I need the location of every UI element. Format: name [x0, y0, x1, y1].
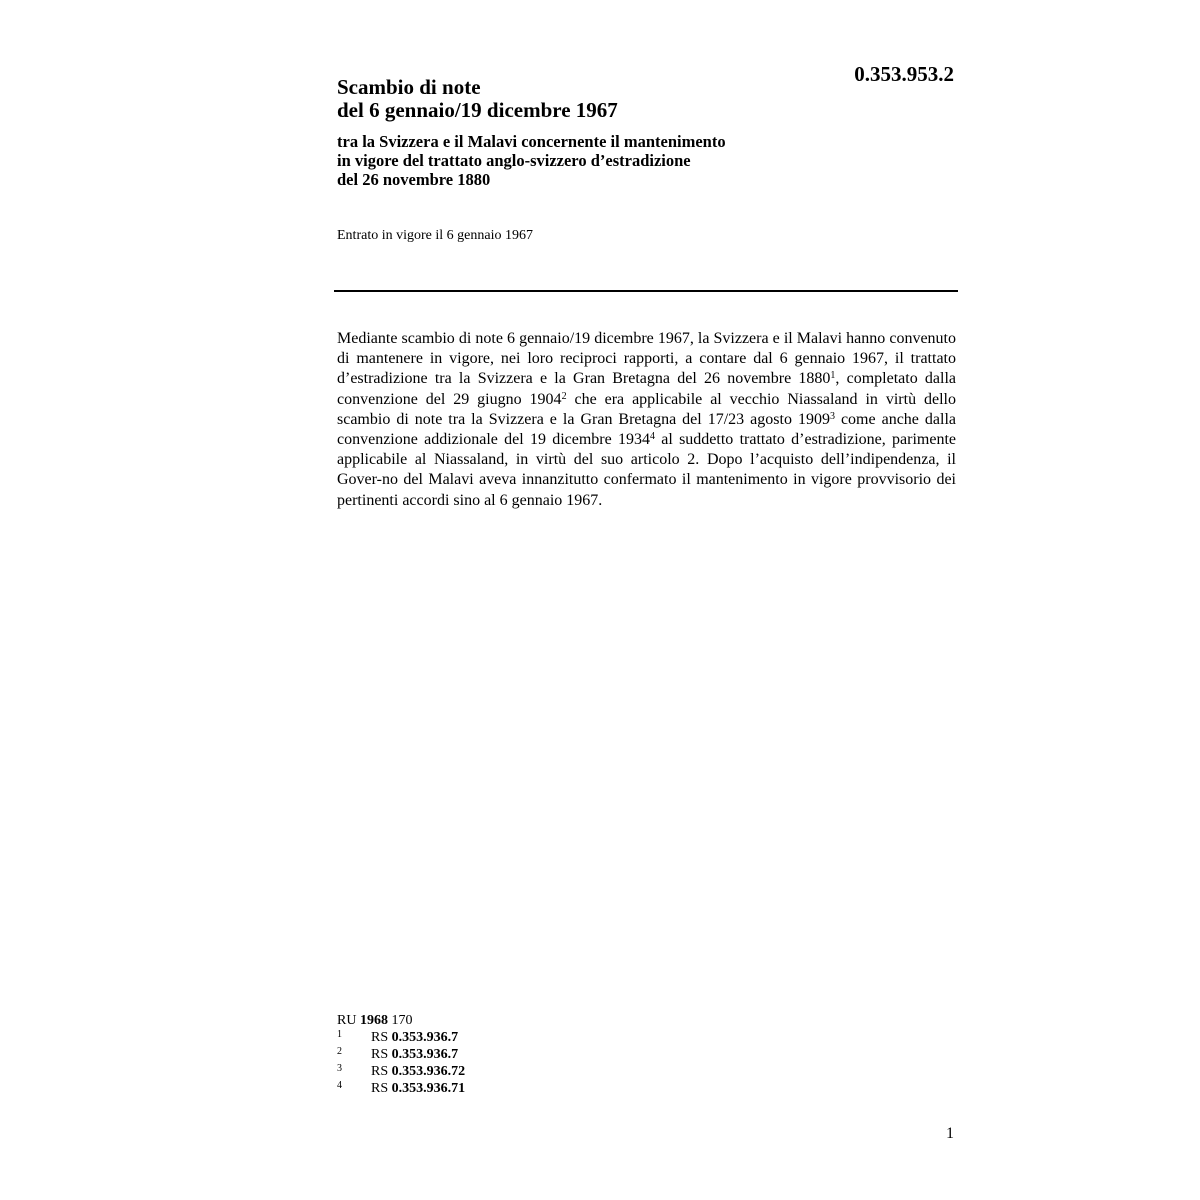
footnote-prefix: RS — [371, 1064, 389, 1079]
subtitle-line-2: in vigore del trattato anglo-svizzero d’estradizione — [337, 151, 691, 170]
footnote-prefix: RS — [371, 1081, 389, 1096]
body-segment: , completato dalla convenzione del 29 giugno 1904 — [337, 370, 956, 408]
footnotes-block — [337, 1012, 957, 1097]
footnote-number: 1 — [337, 1029, 342, 1040]
footnote-text — [371, 1046, 458, 1063]
subtitle-line-3: del 26 novembre 1880 — [337, 170, 491, 189]
body-segment: Mediante scambio di note 6 gennaio/19 dicembre 1967, la Svizzera e il Malavi hanno convenuto di mantenere in vigore, nei loro reciproci rapporti, a contare dal 6 gennaio 1967, il trattato d’estradizione tra la Svizzera e la Gran Bretagna del 26 novembre 1880 — [337, 330, 956, 388]
footnote-number: 4 — [337, 1080, 342, 1091]
ru-page: 170 — [391, 1013, 413, 1028]
footnote-ref-3[interactable]: 3 — [829, 410, 835, 422]
document-subtitle — [337, 132, 957, 189]
footnote-prefix: RS — [371, 1047, 389, 1062]
footnote-text — [371, 1080, 465, 1097]
footnote-ref[interactable]: 0.353.936.7 — [391, 1047, 459, 1062]
footnote-item — [337, 1029, 957, 1046]
footnote-text — [371, 1063, 465, 1080]
footnote-text — [371, 1029, 458, 1046]
ru-prefix: RU — [337, 1013, 357, 1028]
footnote-ref[interactable]: 0.353.936.71 — [391, 1081, 466, 1096]
footnote-ref-4[interactable]: 4 — [650, 431, 655, 443]
footnote-item — [337, 1046, 957, 1063]
footnote-number: 2 — [337, 1046, 342, 1057]
footnote-ref-2[interactable]: 2 — [561, 390, 567, 402]
subtitle-line-1: tra la Svizzera e il Malavi concernente il mantenimento — [337, 132, 726, 151]
document-title — [337, 76, 957, 122]
footnote-ref[interactable]: 0.353.936.72 — [391, 1064, 466, 1079]
footnote-item — [337, 1063, 957, 1080]
footnote-number: 3 — [337, 1063, 342, 1074]
body-segment: che era applicabile al vecchio Niassaland in virtù dello scambio di note tra la Svizzera e la Gran Bretagna del 17/23 agosto 1909 — [337, 390, 957, 428]
footnote-ref[interactable]: 0.353.936.7 — [391, 1030, 459, 1045]
title-line-1: Scambio di note — [337, 75, 481, 99]
horizontal-rule — [334, 290, 958, 292]
page-number: 1 — [946, 1125, 954, 1142]
sr-number: 0.353.953.2 — [854, 62, 954, 86]
title-line-2: del 6 gennaio/19 dicembre 1967 — [337, 98, 618, 122]
ru-reference — [337, 1012, 957, 1029]
footnote-item — [337, 1080, 957, 1097]
body-segment: come anche dalla convenzione addizionale del 19 dicembre 1934 — [337, 410, 956, 449]
body-paragraph — [337, 329, 956, 511]
footnote-ref-1[interactable]: 1 — [830, 370, 836, 382]
ru-year: 1968 — [359, 1013, 388, 1028]
entry-into-force: Entrato in vigore il 6 gennaio 1967 — [337, 228, 533, 243]
footnote-prefix: RS — [371, 1030, 389, 1045]
body-segment: al suddetto trattato d’estradizione, parimente applicabile al Niassaland, in virtù del suo articolo 2. Dopo l’acquisto dell’indipendenza, il Gover-no del Malavi aveva innanzitutto confermato il mantenimento in vigore provvisorio dei pertinenti accordi sino al 6 gennaio 1967. — [337, 431, 956, 509]
